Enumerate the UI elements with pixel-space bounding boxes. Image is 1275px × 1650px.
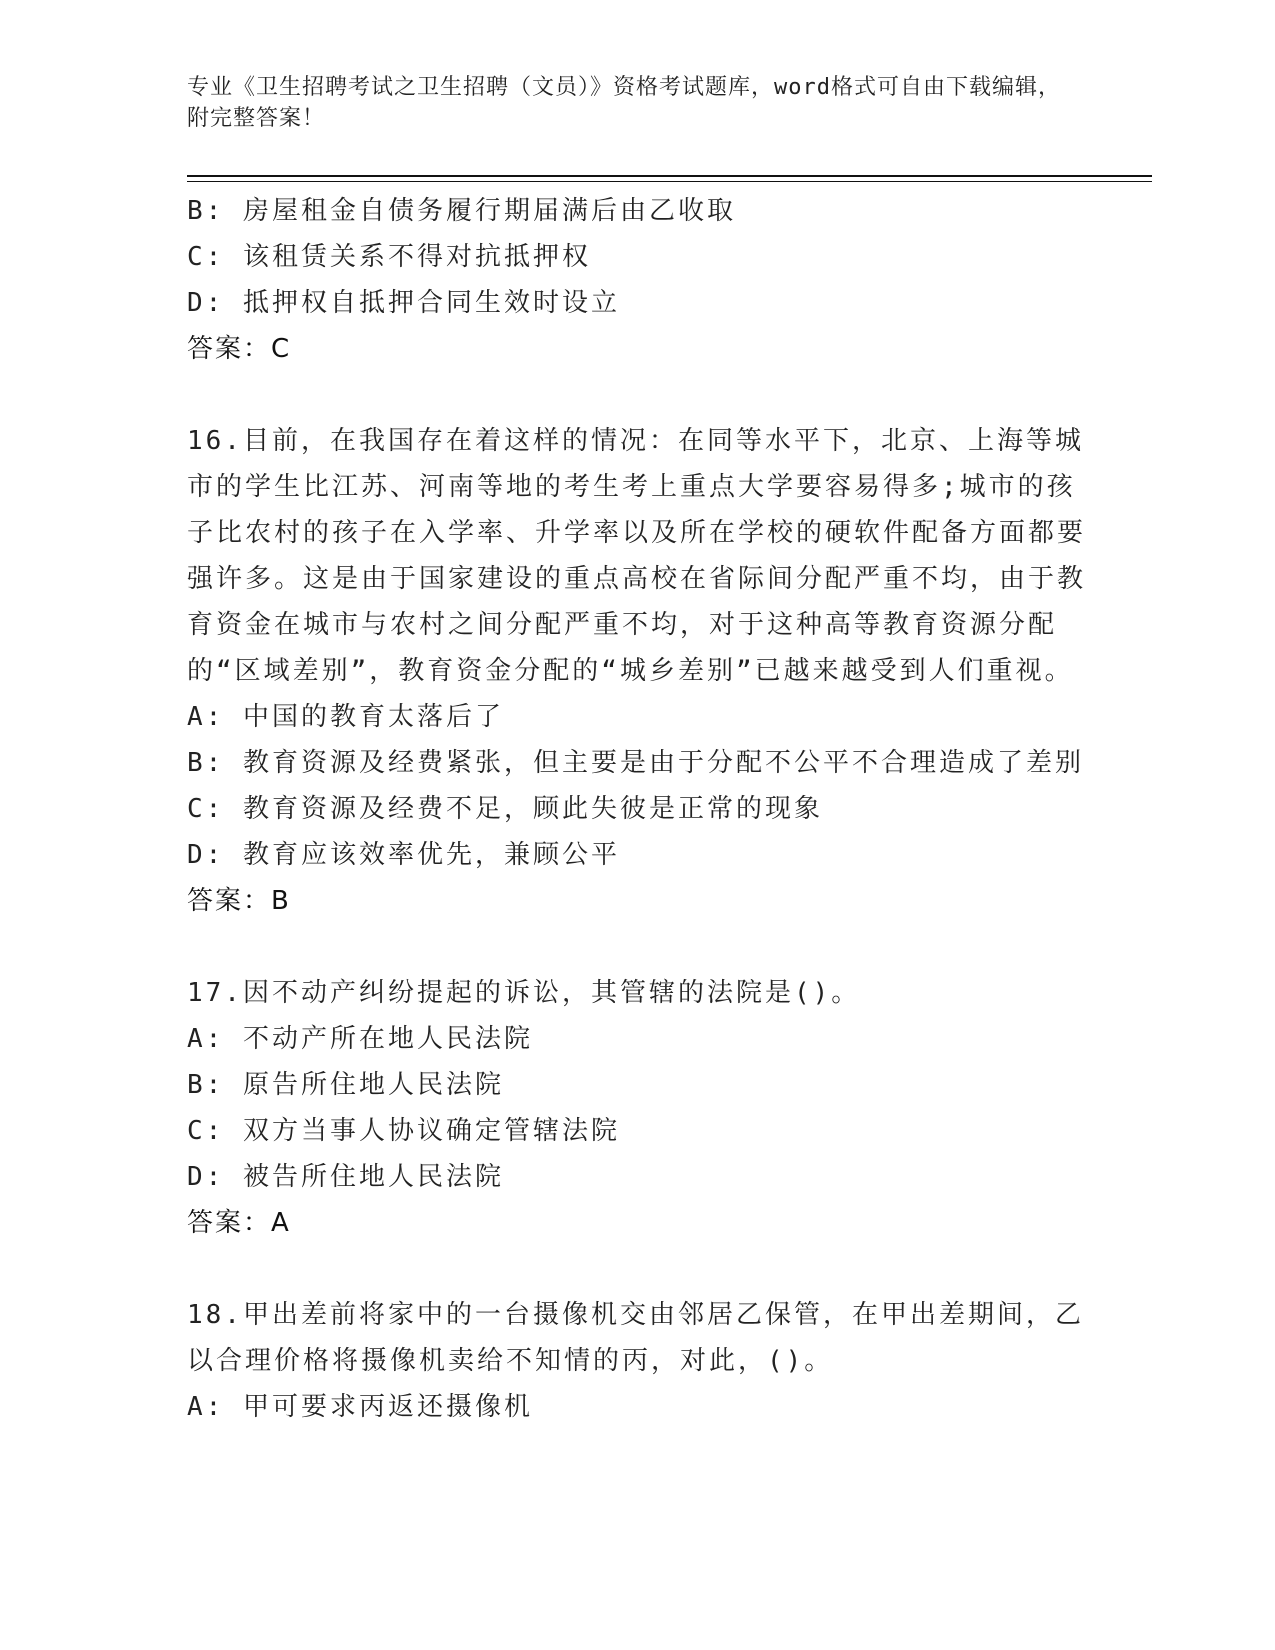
q16-option-a: A: 中国的教育太落后了 — [187, 702, 504, 732]
q15-answer: 答案：C — [187, 334, 292, 364]
q16-stem: 16.目前，在我国存在着这样的情况：在同等水平下，北京、上海等城市的学生比江苏、河南等地的考生考上重点大学要容易得多;城市的孩子比农村的孩子在入学率、升学率以及所在学校的硬软件配备方面都要强许多。这是由于国家建设的重点高校在省际间分配严重不均，由于教育资金在城市与农村之间分配严重不均，对于这种高等教育资源分配的“区域差别”，教育资金分配的“城乡差别”已越来越受到人们重视。 — [187, 426, 1087, 686]
question-17 — [187, 970, 1087, 1246]
q18-option-a: A: 甲可要求丙返还摄像机 — [187, 1392, 533, 1422]
question-15-tail — [187, 188, 1087, 372]
question-18 — [187, 1292, 1087, 1430]
spacer — [187, 1246, 1087, 1292]
q16-option-b: B: 教育资源及经费紧张，但主要是由于分配不公平不合理造成了差别 — [187, 748, 1084, 778]
q17-option-a: A: 不动产所在地人民法院 — [187, 1024, 533, 1054]
q17-answer: 答案：A — [187, 1208, 291, 1238]
document-header: 专业《卫生招聘考试之卫生招聘（文员）》资格考试题库，word格式可自由下载编辑，附完整答案！ — [187, 75, 1061, 131]
q16-answer: 答案：B — [187, 886, 291, 916]
header-rule-thin — [187, 181, 1152, 182]
q17-option-b: B: 原告所住地人民法院 — [187, 1070, 504, 1100]
q15-option-d: D: 抵押权自抵押合同生效时设立 — [187, 288, 620, 318]
spacer — [187, 924, 1087, 970]
spacer — [187, 372, 1087, 418]
q15-option-b: B: 房屋租金自债务履行期届满后由乙收取 — [187, 196, 736, 226]
q18-stem: 18.甲出差前将家中的一台摄像机交由邻居乙保管，在甲出差期间，乙以合理价格将摄像机卖给不知情的丙，对此，()。 — [187, 1300, 1084, 1376]
question-content — [187, 188, 1087, 1430]
q16-option-d: D: 教育应该效率优先，兼顾公平 — [187, 840, 620, 870]
q15-option-c: C: 该租赁关系不得对抗抵押权 — [187, 242, 591, 272]
q16-option-c: C: 教育资源及经费不足，顾此失彼是正常的现象 — [187, 794, 823, 824]
q17-option-d: D: 被告所住地人民法院 — [187, 1162, 504, 1192]
header-rule-thick — [187, 175, 1152, 177]
q17-option-c: C: 双方当事人协议确定管辖法院 — [187, 1116, 620, 1146]
question-16 — [187, 418, 1087, 924]
q17-stem: 17.因不动产纠纷提起的诉讼，其管辖的法院是()。 — [187, 978, 861, 1008]
